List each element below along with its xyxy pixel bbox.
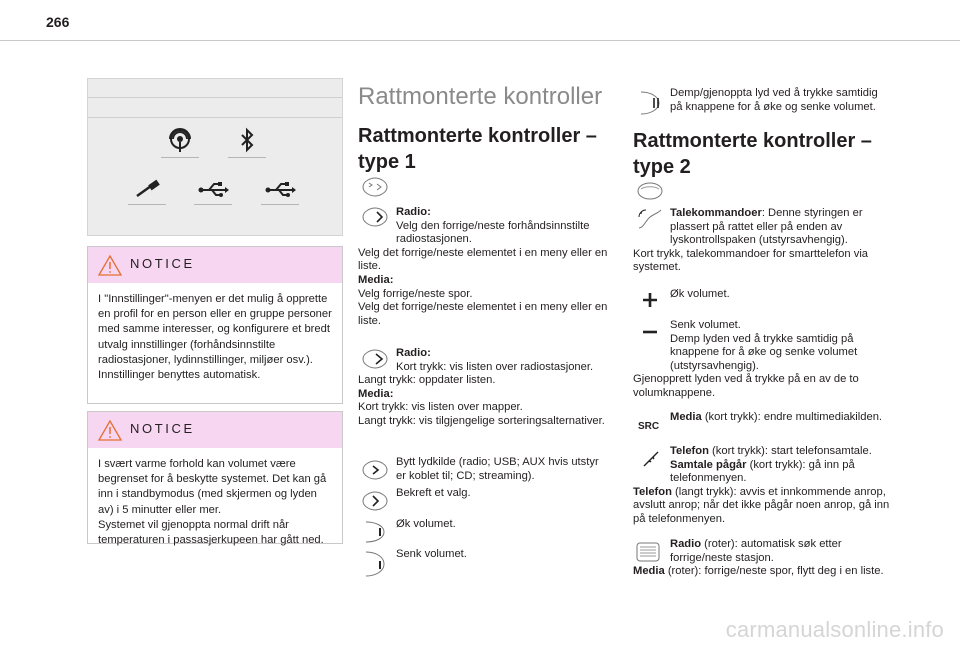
type1-confirm-text: Bekreft et valg. <box>396 487 471 499</box>
text-line: Kort trykk: vis listen over radiostasjoner. <box>396 360 594 373</box>
label-radio: Radio: <box>396 347 431 359</box>
panel-underline <box>228 157 266 158</box>
wifi-hotspot-icon <box>162 126 198 156</box>
notice-text <box>88 448 342 558</box>
notice-header <box>88 247 342 283</box>
text-line: (kort trykk): gå inn på telefonmenyen. <box>670 458 855 485</box>
voice-command-text <box>633 207 895 275</box>
label-media: Media: <box>358 273 394 286</box>
label-media: Media <box>633 565 665 578</box>
text-line: Velg det forrige/neste elementet i en meny eller en liste. <box>358 246 608 273</box>
panel-underline <box>194 204 232 205</box>
text-line: Langt trykk: oppdater listen. <box>358 374 496 387</box>
steering-control-icon <box>360 176 390 198</box>
text-line: Velg den forrige/neste forhåndsinnstilte radiostasjonen. <box>396 219 590 246</box>
page-title: Rattmonterte kontroller <box>358 83 603 110</box>
phone-text <box>633 445 895 527</box>
label-radio: Radio: <box>396 206 431 218</box>
notice-text: I "Innstillinger"-menyen er det mulig å opprette en profil for en person eller en gruppe personer med samme interesser, og konfigurere et bredt utvalg innstillinger (forhåndsinnstilte radiostasjoner, lydinnstillinger, miljøer osv.). Innstillinger benyttes automatisk. <box>98 293 332 382</box>
plus-text: Øk volumet. <box>670 288 730 300</box>
mute-text: Demp/gjenoppta lyd ved å trykke samtidig på knappene for å øke og senke volumet. <box>670 87 878 113</box>
type1-source-text: Bytt lydkilde (radio; USB; AUX hvis utstyr er koblet til; CD; streaming). <box>396 456 599 482</box>
text-line: Langt trykk: vis tilgjengelige sorteringsalternativer. <box>358 414 605 427</box>
thumbwheel-text <box>633 538 895 579</box>
text-line: (roter): automatisk søk etter forrige/neste stasjon. <box>670 538 842 564</box>
type1-list-text <box>358 347 608 429</box>
text-line: Demp lyden ved å trykke samtidig på knappene for å øke og senke volumet (utstyrsavhengig). <box>670 332 858 372</box>
section-heading-type2: Rattmonterte kontroller – type 2 <box>633 130 872 178</box>
page-number: 266 <box>46 14 70 30</box>
text-line: Velg det forrige/neste elementet i en meny eller en liste. <box>358 301 608 327</box>
label-media: Media <box>670 411 702 423</box>
warning-triangle-icon <box>98 255 122 281</box>
notice-paragraph: Systemet vil gjenoppta normal drift når temperaturen i passasjerkupeen har gått ned. <box>98 518 324 547</box>
steering-source-icon <box>360 459 390 481</box>
notice-header <box>88 412 342 448</box>
steering-volume-down-icon <box>360 548 390 580</box>
panel-underline <box>261 204 299 205</box>
steering-volume-up-icon <box>360 518 390 546</box>
notice-title: NOTICE <box>130 256 195 271</box>
text-line: (kort trykk): start telefonsamtale. <box>708 445 872 457</box>
usb-icon <box>262 174 298 204</box>
label-voice: Talekommandoer <box>670 207 762 219</box>
notice-box-profiles <box>87 246 343 404</box>
notice-title: NOTICE <box>130 421 195 436</box>
type1-volume-down-text: Senk volumet. <box>396 548 467 560</box>
notice-paragraph: I svært varme forhold kan volumet være begrenset for å beskytte systemet. Det kan gå inn i standbymodus (med skjermen og lyden av) i 5 minutter eller mer. <box>98 458 327 516</box>
text-line: (langt trykk): avvis et innkommende anrop, avslutt anrop; når det ikke pågår noen anrop, gå inn på telefonmenyen. <box>633 485 890 525</box>
label-telefon: Telefon <box>670 445 709 457</box>
label-call: Samtale pågår <box>670 458 747 471</box>
text-line: : Denne styringen er plassert på rattet eller på enden av lyskontrollspaken (utstyrsavhengig). <box>670 207 863 247</box>
text-line: Senk volumet. <box>670 319 741 331</box>
aux-jack-icon <box>129 174 165 204</box>
warning-triangle-icon <box>98 420 122 446</box>
panel-underline <box>128 204 166 205</box>
text-line: Kort trykk: vis listen over mapper. <box>358 401 523 414</box>
panel-underline <box>161 157 199 158</box>
steering-wheel-type2-icon <box>635 180 665 202</box>
section-heading-type1: Rattmonterte kontroller – type 1 <box>358 125 597 173</box>
text-line: Velg forrige/neste spor. <box>358 287 473 300</box>
watermark: carmanualsonline.info <box>725 617 944 642</box>
label-telefon: Telefon <box>633 485 672 498</box>
label-media: Media: <box>358 387 394 400</box>
steering-mute-icon <box>635 88 665 118</box>
steering-confirm-icon <box>360 490 390 512</box>
connectivity-panel-illustration <box>87 78 343 236</box>
minus-text <box>633 319 895 401</box>
text-line: (kort trykk): endre multimediakilden. <box>701 411 883 423</box>
text-line: Kort trykk, talekommandoer for smarttelefon via systemet. <box>633 247 869 274</box>
type1-radio-text <box>358 206 608 328</box>
bluetooth-icon <box>229 126 265 156</box>
src-text <box>670 411 892 425</box>
plus-icon <box>640 290 660 310</box>
label-radio: Radio <box>670 538 702 550</box>
src-label: SRC <box>638 421 660 432</box>
type1-volume-up-text: Øk volumet. <box>396 518 456 530</box>
panel-band <box>88 97 342 98</box>
header-divider <box>0 40 960 41</box>
notice-box-temperature <box>87 411 343 547</box>
text-line: (roter): forrige/neste spor, flytt deg i en liste. <box>664 565 884 578</box>
text-line: Gjenopprett lyden ved å trykke på en av de to volumknappene. <box>633 373 859 399</box>
panel-band <box>88 117 342 118</box>
usb-icon <box>195 174 231 204</box>
